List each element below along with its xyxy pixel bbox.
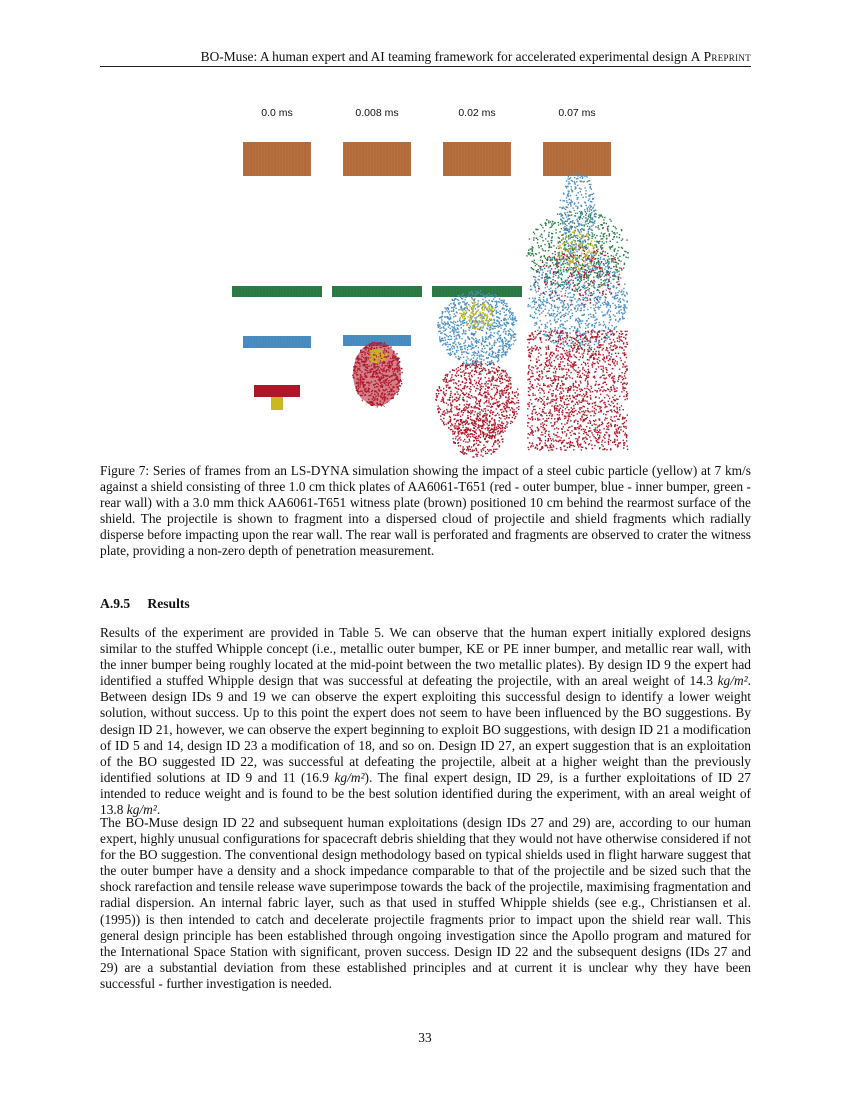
p1-text-c: ). The final expert design, ID 29, is a further exploitations of ID 27 intended to reduce weight and is found to be the best solution identified during the experiment, with an areal weight of 13.8 — [100, 769, 752, 818]
header-rule — [100, 66, 751, 67]
section-title: Results — [147, 596, 190, 611]
areal-unit-2: kg/m² — [334, 769, 365, 785]
time-label-2: 0.02 ms — [458, 107, 496, 119]
simulation-frames — [200, 100, 650, 460]
section-number: A.9.5 — [100, 596, 131, 611]
witness-plate-1 — [343, 142, 411, 176]
results-paragraph-2: The BO-Muse design ID 22 and subsequent human exploitations (design IDs 27 and 29) are, according to our human expert, highly unusual configurations for spacecraft debris shielding that they would not have otherwise considered if not for the BO suggestion. The conventional design methodology based on typical shields used in flight harware suggest that the outer bumper have a density and a shock impedance comparable to that of the projectile and be sized such that the shock rarefaction and tensile release wave superimpose towards the back of the projectile, maximising fragmentation and radial dispersion. An internal fabric layer, such as that used in stuffed Whipple shields (see e.g., Christiansen et al. (1995)) is then intended to catch and decelerate projectile fragments prior to impact upon the shield rear wall. This general design principle has been established through ongoing investigation since the Apollo program and matured for the International Space Station with significant, proven success. Design ID 22 and the subsequent designs (IDs 27 and 29) are a substantial deviation from these established principles and at current it is unclear why they have been successful - further investigation is needed. — [100, 815, 751, 991]
results-paragraph-1 — [100, 625, 751, 818]
p1-text-b: . Between design IDs 9 and 19 we can observe the expert exploiting this successful design to identify a lower weight solution, without success. Up to this point the expert does not seem to have been influenced by the BO suggestions. By design ID 21, however, we can observe the expert beginning to exploit BO suggestions, with design ID 21 a modification of ID 5 and 14, design ID 23 a modification of 18, and so on. Design ID 27, an expert suggestion that is an exploitation of the BO suggested ID 22, was successful at defeating the projectile, albeit at a higher weight than the previously identified solutions at ID 9 and 11 (16.9 — [100, 673, 751, 785]
figure-caption: Figure 7: Series of frames from an LS-DYNA simulation showing the impact of a steel cubic particle (yellow) at 7 km/s against a shield consisting of three 1.0 cm thick plates of AA6061-T651 (red - outer bumper, blue - inner bumper, green - rear wall) with a 3.0 mm thick AA6061-T651 witness plate (brown) positioned 10 cm behind the rearmost surface of the shield. The projectile is shown to fragment into a dispersed cloud of projectile and shield fragments which radially disperse before impacting upon the rear wall. The rear wall is perforated and fragments are observed to crater the witness plate, providing a non-zero depth of penetration measurement. — [100, 463, 751, 559]
witness-plate-3 — [543, 142, 611, 176]
areal-unit-1: kg/m² — [717, 673, 748, 689]
running-title: BO-Muse: A human expert and AI teaming framework for accelerated experimental design — [200, 49, 688, 64]
inner-bumper-0 — [243, 336, 311, 348]
witness-plate-2 — [443, 142, 511, 176]
witness-plate-0 — [243, 142, 311, 176]
time-label-1: 0.008 ms — [355, 107, 399, 119]
running-header — [100, 49, 751, 67]
p1-text-d: . — [156, 802, 161, 818]
p1-text-a: Results of the experiment are provided in Table 5. We can observe that the human expert initially explored designs similar to the stuffed Whipple concept (i.e., metallic outer bumper, KE or PE inner bumper, and metallic rear wall, with the inner bumper being roughly located at the mid-point between the two metallic plates). By design ID 9 the expert had identified a stuffed Whipple design that was successful at defeating the projectile, with an areal weight of 14.3 — [100, 625, 751, 689]
simulation-figure — [200, 100, 650, 460]
time-label-0: 0.0 ms — [261, 107, 293, 119]
rear-wall-1 — [332, 286, 422, 297]
section-heading — [100, 595, 751, 612]
page-number: 33 — [418, 1030, 432, 1045]
debris-red-3 — [527, 330, 628, 451]
time-label-3: 0.07 ms — [558, 107, 596, 119]
areal-unit-3: kg/m² — [126, 802, 157, 818]
preprint-label: A Preprint — [690, 49, 751, 64]
rear-wall-2 — [432, 286, 522, 297]
debris-red-2 — [435, 360, 519, 441]
projectile-0 — [271, 397, 283, 410]
rear-wall-0 — [232, 286, 322, 297]
